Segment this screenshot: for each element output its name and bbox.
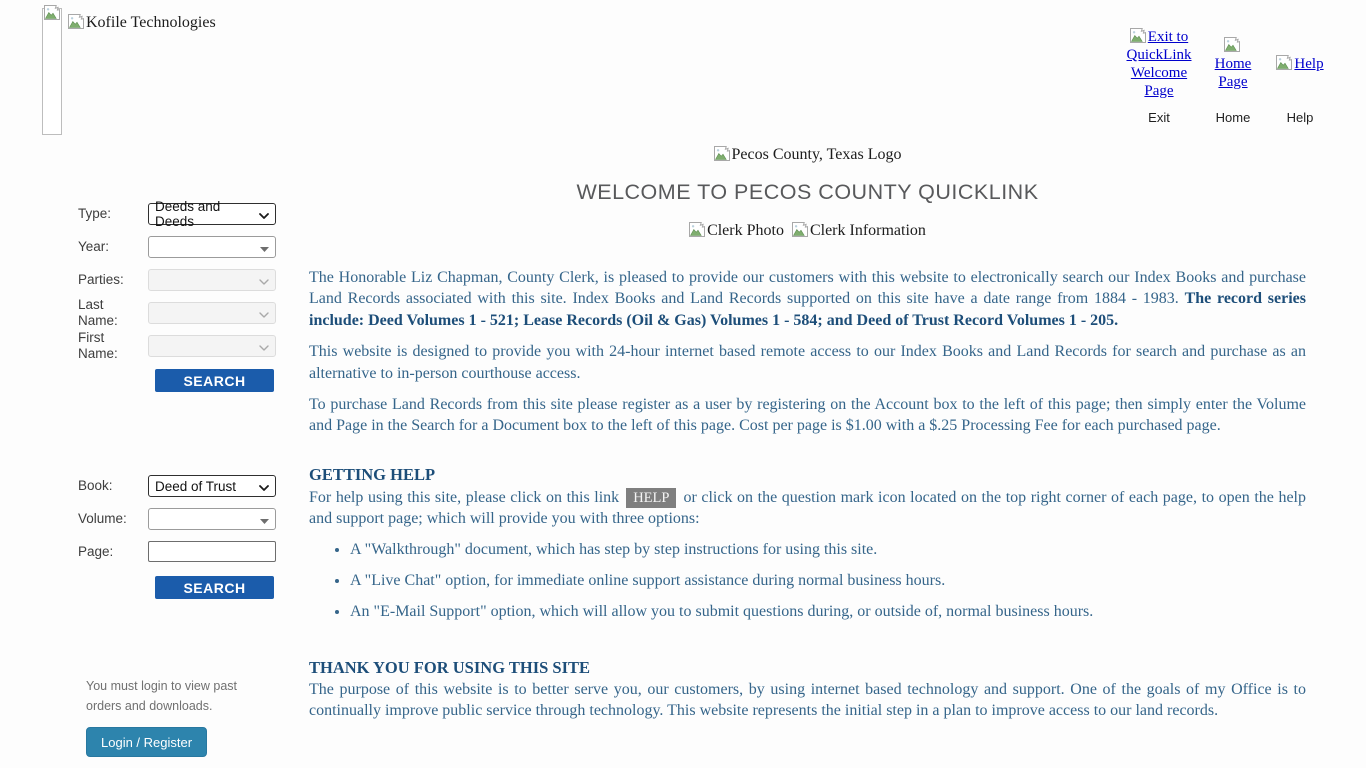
book-select[interactable]: [148, 475, 276, 497]
county-logo-alt-text: Pecos County, Texas Logo: [731, 146, 902, 163]
intro-paragraph-1: [309, 267, 1306, 331]
kofile-alt-text: Kofile Technologies: [86, 14, 216, 31]
intro-paragraph-3: To purchase Land Records from this site please register as a user by registering on the Account box to the left of this page; then simply enter the Volume and Page in the Search for a Document box to the left of this page. Cost per page is $1.00 with a $.25 Processing Fee for each purchased page.: [309, 396, 1306, 435]
book-label: Book:: [78, 478, 113, 493]
help-caption: Help: [1286, 110, 1314, 125]
year-label: Year:: [78, 239, 110, 254]
exit-link[interactable]: [1124, 28, 1194, 100]
nav-exit-area: [1124, 26, 1194, 102]
thank-you-paragraph: The purpose of this website is to better serve you, our customers, by using internet based technology and support. One of the goals of my Office is to continually improve public service through technology. This website represents the initial step in a plan to improve access to our land records.: [309, 680, 1306, 720]
broken-image-icon: [44, 5, 60, 20]
help-link[interactable]: [1272, 55, 1328, 73]
list-item: • A "Walkthrough" document, which has step by step instructions for using this site.: [350, 539, 1306, 560]
type-select-value: Deeds and Deeds: [155, 199, 221, 229]
nav-help-area: [1272, 26, 1328, 102]
broken-image-icon: [714, 146, 730, 161]
parties-combobox: [148, 269, 276, 291]
caret-down-icon: [260, 240, 269, 255]
help-paragraph: [309, 487, 1306, 530]
nav-help: [1272, 26, 1328, 125]
document-search-button[interactable]: SEARCH: [155, 576, 274, 599]
help-options-list: [309, 539, 1306, 623]
broken-image-icon: [1130, 28, 1146, 43]
broken-image-icon: [689, 222, 705, 237]
nav-exit: [1124, 26, 1194, 125]
exit-caption: Exit: [1148, 110, 1170, 125]
book-select-value: Deed of Trust: [155, 478, 237, 494]
broken-image-icon: [68, 14, 84, 29]
getting-help-heading: GETTING HELP: [309, 464, 436, 484]
first-name-combobox: [148, 335, 276, 357]
nav-home: [1208, 26, 1258, 125]
last-name-combobox: [148, 302, 276, 324]
county-logo-broken-image: [309, 145, 1306, 165]
type-label: Type:: [78, 206, 112, 221]
home-caption: Home: [1215, 110, 1251, 125]
chevron-down-icon: [259, 479, 269, 494]
clerk-info-alt-text: Clerk Information: [809, 222, 926, 239]
index-search-button[interactable]: SEARCH: [155, 369, 274, 392]
home-link-text: Home Page: [1214, 56, 1252, 90]
help-badge-link[interactable]: HELP: [626, 488, 676, 508]
first-name-label: First Name:: [78, 330, 118, 361]
login-note: You must login to view past orders and downloads.: [86, 679, 238, 713]
clerk-photo-alt-text: Clerk Photo: [707, 222, 784, 239]
page-input[interactable]: [148, 541, 276, 562]
chevron-down-icon: [259, 339, 269, 354]
help-paragraph-lead: For help using this site, please click on this link: [309, 488, 620, 506]
intro-paragraph-2: This website is designed to provide you with 24-hour internet based remote access to our Index Books and Land Records for search and purchase as an alternative to in-person courthouse access.: [309, 343, 1306, 382]
chevron-down-icon: [259, 273, 269, 288]
nav-home-area: [1208, 26, 1258, 102]
broken-image-icon: [1224, 37, 1240, 52]
login-register-button[interactable]: Login / Register: [86, 727, 207, 757]
home-link[interactable]: [1208, 37, 1258, 91]
broken-image-icon: [1276, 55, 1292, 70]
help-link-text: Help: [1294, 56, 1324, 72]
top-nav: [1124, 26, 1328, 125]
help-paragraph-tail: or click on the question mark icon located on the top right corner of each page, to open the help and support page; which will provide you with three options:: [309, 488, 1307, 528]
thank-you-heading: THANK YOU FOR USING THIS SITE: [309, 657, 591, 677]
clerk-images-row: [309, 221, 1306, 241]
volume-combobox[interactable]: [148, 508, 276, 530]
list-item: • An "E-Mail Support" option, which will allow you to submit questions during, or outside of, normal business hours.: [350, 601, 1306, 622]
exit-link-text: Exit to QuickLink Welcome Page: [1126, 29, 1192, 99]
volume-label: Volume:: [78, 511, 127, 526]
left-banner-broken-image: [42, 8, 62, 135]
last-name-label: Last Name:: [78, 297, 118, 328]
parties-label: Parties:: [78, 272, 124, 287]
page-title: WELCOME TO PECOS COUNTY QUICKLINK: [576, 180, 1039, 204]
broken-image-icon: [792, 222, 808, 237]
record-series-bold-text: The record series include: Deed Volumes 1 - 521; Lease Records (Oil & Gas) Volumes 1 - 584; and Deed of Trust Record Volumes 1 - 205.: [309, 290, 1307, 329]
page-label: Page:: [78, 544, 114, 559]
chevron-down-icon: [259, 306, 269, 321]
list-item: • A "Live Chat" option, for immediate online support assistance during normal business hours.: [350, 570, 1306, 591]
main-content: [309, 145, 1306, 722]
intro-paragraph-1-text: The Honorable Liz Chapman, County Clerk, is pleased to provide our customers with this website to electronically search our Index Books and purchase Land Records associated with this site. Index Books and Land Records supported on this site have a date range from 1884 - 1983.: [309, 269, 1306, 308]
kofile-logo-broken-image: [68, 14, 216, 32]
type-select[interactable]: [148, 199, 276, 229]
caret-down-icon: [260, 512, 269, 527]
chevron-down-icon: [259, 207, 269, 222]
year-combobox[interactable]: [148, 236, 276, 258]
